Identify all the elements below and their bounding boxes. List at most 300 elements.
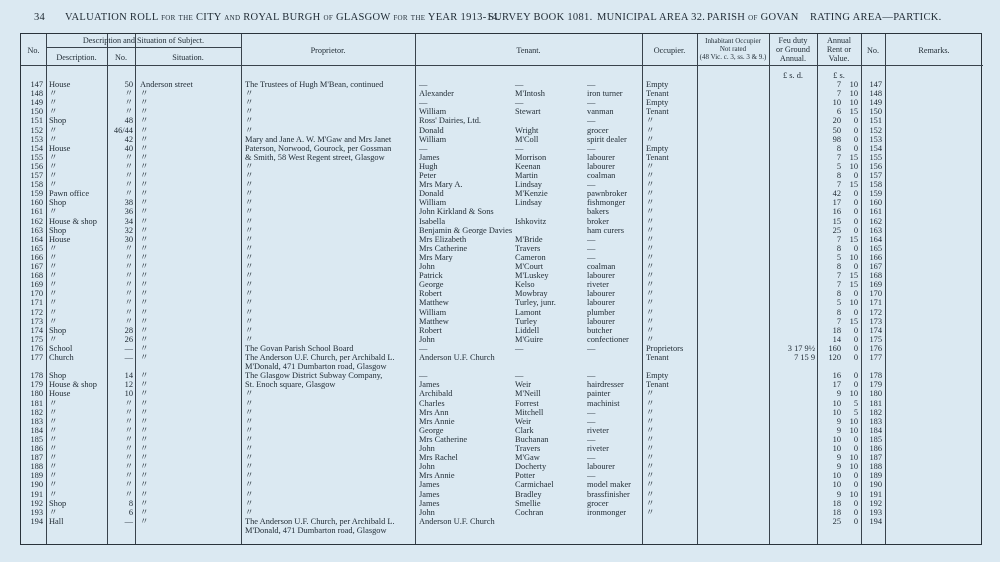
row-proprietor: 〃 (245, 289, 254, 299)
row-description: 〃 (49, 489, 58, 499)
row-tenant-first: Matthew (419, 316, 449, 326)
row-occupier: 〃 (646, 125, 655, 135)
row-occupier: Tenant (646, 89, 669, 99)
row-proprietor: The Glasgow District Subway Company, (245, 371, 383, 381)
row-proprietor: 〃 (245, 325, 254, 335)
row-situation: 〃 (140, 125, 149, 135)
row-tenant-first: Mrs Ann (419, 407, 449, 417)
row-tenant-last: Martin (515, 171, 538, 180)
row-description: Shop (49, 498, 67, 508)
row-number: 26 (124, 334, 133, 344)
row-tenant-occupation: coalman (587, 171, 616, 180)
row-no: 187 (30, 453, 43, 463)
row-rent-pounds: 10 (832, 480, 841, 490)
row-no: 148 (30, 89, 43, 99)
row-proprietor: 〃 (245, 453, 254, 463)
row-rent-pounds: 16 (832, 371, 841, 381)
row-rent-shillings: 10 (849, 80, 858, 89)
row-proprietor: 〃 (245, 171, 254, 180)
row-no-repeat: 159 (869, 189, 882, 199)
row-rent-shillings: 0 (853, 507, 858, 517)
row-number: — (124, 516, 133, 526)
row-tenant-occupation: — (587, 407, 596, 417)
row-tenant-last: M'Kenzie (515, 189, 548, 199)
row-description: 〃 (49, 307, 58, 317)
row-rent-pounds: 9 (836, 425, 841, 435)
row-number: 〃 (124, 271, 133, 281)
row-rent-pounds: 10 (832, 98, 841, 108)
row-situation: 〃 (140, 480, 149, 490)
row-tenant-first: — (419, 98, 428, 108)
row-situation: 〃 (140, 434, 149, 444)
row-tenant-first: Isabella (419, 216, 446, 226)
row-proprietor: 〃 (245, 243, 254, 253)
row-no: 163 (30, 225, 43, 235)
row-description: 〃 (49, 462, 58, 472)
row-description: House (49, 389, 71, 399)
row-occupier: Empty (646, 371, 669, 381)
row-no: 161 (30, 207, 43, 217)
row-description: 〃 (49, 134, 58, 144)
row-no: 188 (30, 462, 43, 472)
row-tenant-occupation: labourer (587, 462, 615, 472)
row-tenant-last: M'Gaw (515, 453, 540, 463)
row-rent-pounds: 50 (832, 125, 841, 135)
row-rent-pounds: 25 (832, 516, 841, 526)
row-no: 168 (30, 271, 43, 281)
row-no-repeat: 189 (869, 471, 882, 481)
row-situation: 〃 (140, 252, 149, 262)
row-no-repeat: 174 (869, 325, 882, 335)
row-tenant-first: Mrs Rachel (419, 453, 458, 463)
row-rent-shillings: 0 (853, 198, 858, 208)
row-tenant-last: Lindsay (515, 180, 542, 190)
row-occupier: Proprietors (646, 343, 684, 353)
row-occupier: 〃 (646, 498, 655, 508)
row-description: 〃 (49, 152, 58, 162)
row-number: 8 (128, 498, 133, 508)
row-no-repeat: 164 (869, 234, 882, 244)
row-proprietor: The Anderson U.F. Church, per Archibald L. (245, 516, 395, 526)
row-occupier: 〃 (646, 407, 655, 417)
row-no-repeat: 150 (869, 107, 882, 117)
row-tenant-occupation: fishmonger (587, 198, 626, 208)
row-situation: 〃 (140, 334, 149, 344)
col-feu-duty: Feu duty or Ground Annual. (776, 36, 810, 64)
row-situation: 〃 (140, 152, 149, 162)
row-occupier: Tenant (646, 380, 669, 390)
row-number: 〃 (124, 262, 133, 271)
row-situation: 〃 (140, 498, 149, 508)
row-rent-shillings: 0 (853, 207, 858, 217)
row-number: 〃 (124, 171, 133, 180)
row-tenant-first: Donald (419, 125, 444, 135)
row-proprietor: 〃 (245, 271, 254, 281)
row-proprietor: 〃 (245, 189, 254, 199)
row-no: 151 (30, 116, 43, 126)
row-tenant-occupation: — (587, 453, 596, 463)
row-no: 149 (30, 98, 43, 108)
row-proprietor: 〃 (245, 262, 254, 271)
row-tenant-last: M'Intosh (515, 89, 545, 99)
row-tenant-last: — (515, 98, 524, 108)
row-number: 46/44 (113, 125, 133, 135)
row-description: Shop (49, 371, 67, 381)
row-situation: 〃 (140, 262, 149, 271)
row-no-repeat: 153 (869, 134, 882, 144)
row-tenant-occupation: machinist (587, 398, 620, 408)
row-rent-pounds: 7 (836, 152, 841, 162)
row-no: 164 (30, 234, 43, 244)
row-no: 174 (30, 325, 43, 335)
row-tenant-first: John (419, 334, 435, 344)
row-description: House & shop (49, 216, 97, 226)
row-rent-pounds: 9 (836, 389, 841, 399)
row-number: 〃 (124, 252, 133, 262)
row-rent-shillings: 0 (853, 171, 858, 180)
row-tenant-occupation: hairdresser (587, 380, 624, 390)
row-situation: 〃 (140, 234, 149, 244)
row-proprietor: 〃 (245, 107, 254, 117)
row-rent-shillings: 0 (853, 353, 858, 362)
row-rent-pounds: 16 (832, 207, 841, 217)
row-rent-pounds: 7 (836, 234, 841, 244)
row-tenant-occupation: — (587, 234, 596, 244)
row-no-repeat: 148 (869, 89, 882, 99)
row-no: 165 (30, 243, 43, 253)
row-situation: 〃 (140, 116, 149, 126)
row-rent-pounds: 42 (832, 189, 841, 199)
row-rent-shillings: 0 (853, 307, 858, 317)
row-tenant-last: — (515, 80, 524, 89)
row-no: 152 (30, 125, 43, 135)
row-rent-shillings: 10 (849, 298, 858, 308)
row-tenant-last: Turley, junr. (515, 298, 556, 308)
row-number: 48 (124, 116, 133, 126)
row-number: 〃 (124, 425, 133, 435)
row-proprietor: 〃 (245, 225, 254, 235)
row-proprietor: 〃 (245, 89, 254, 99)
row-rent-shillings: 15 (849, 180, 858, 190)
row-proprietor: 〃 (245, 280, 254, 290)
row-number: 〃 (124, 152, 133, 162)
row-description: House (49, 80, 71, 89)
row-number: 10 (124, 389, 133, 399)
col-remarks: Remarks. (918, 46, 950, 55)
row-proprietor: 〃 (245, 298, 254, 308)
row-number: 〃 (124, 407, 133, 417)
row-situation: 〃 (140, 471, 149, 481)
row-rent-pounds: 7 (836, 316, 841, 326)
row-tenant-occupation: — (587, 416, 596, 426)
row-situation: 〃 (140, 280, 149, 290)
row-tenant-occupation: labourer (587, 298, 615, 308)
row-tenant-last: Carmichael (515, 480, 554, 490)
row-situation: 〃 (140, 343, 149, 353)
row-rent-pounds: 5 (836, 252, 841, 262)
row-tenant-last: Wright (515, 125, 539, 135)
row-rent-pounds: 25 (832, 225, 841, 235)
row-number: 14 (124, 371, 133, 381)
row-number: 30 (124, 234, 133, 244)
row-tenant-occupation: — (587, 116, 596, 126)
row-occupier: 〃 (646, 398, 655, 408)
row-rent-pounds: 18 (832, 325, 841, 335)
row-no-repeat: 149 (869, 98, 882, 108)
row-no: 183 (30, 416, 43, 426)
row-feu-duty: 3 17 9½ (787, 343, 815, 353)
page-number: 34 (34, 12, 46, 23)
row-tenant-occupation: — (587, 471, 596, 481)
row-description: 〃 (49, 89, 58, 99)
row-number: 28 (124, 325, 133, 335)
row-situation: 〃 (140, 389, 149, 399)
rent-units: £ s. (833, 71, 845, 80)
row-occupier: 〃 (646, 243, 655, 253)
row-situation: 〃 (140, 198, 149, 208)
row-description: School (49, 343, 73, 353)
row-description: Shop (49, 116, 67, 126)
row-rent-pounds: 10 (832, 407, 841, 417)
row-tenant-first: Peter (419, 171, 437, 180)
row-tenant-last: Cochran (515, 507, 544, 517)
row-number: 〃 (124, 444, 133, 453)
row-rent-pounds: 7 (836, 180, 841, 190)
row-occupier: 〃 (646, 207, 655, 217)
row-no-repeat: 194 (869, 516, 882, 526)
row-number: 〃 (124, 480, 133, 490)
row-situation: 〃 (140, 243, 149, 253)
row-no-repeat: 184 (869, 425, 882, 435)
col-tenant: Tenant. (516, 46, 541, 55)
row-occupier: 〃 (646, 316, 655, 326)
row-tenant-occupation: coalman (587, 262, 616, 271)
row-number: 6 (128, 507, 133, 517)
row-no-repeat: 157 (869, 171, 882, 180)
row-no-repeat: 165 (869, 243, 882, 253)
col-annual-rent: Annual Rent or Value. (826, 36, 852, 64)
row-no: 157 (30, 171, 43, 180)
survey-book: SURVEY BOOK 1081. (488, 12, 593, 23)
row-situation: 〃 (140, 298, 149, 308)
col-no: No. (27, 46, 40, 55)
row-no: 175 (30, 334, 43, 344)
row-tenant-occupation: grocer (587, 498, 609, 508)
row-tenant-last: Liddell (515, 325, 540, 335)
row-proprietor: 〃 (245, 389, 254, 399)
row-no: 178 (30, 371, 43, 381)
row-proprietor: 〃 (245, 462, 254, 472)
row-tenant-first: Mrs Mary (419, 252, 453, 262)
row-description: Church (49, 353, 74, 362)
row-tenant-last: Clark (515, 425, 534, 435)
row-no-repeat: 155 (869, 152, 882, 162)
row-rent-shillings: 0 (853, 289, 858, 299)
row-occupier: 〃 (646, 234, 655, 244)
row-tenant-first: Robert (419, 289, 442, 299)
row-no-repeat: 177 (869, 353, 882, 362)
row-no-repeat: 178 (869, 371, 882, 381)
row-number: 〃 (124, 416, 133, 426)
row-situation: 〃 (140, 134, 149, 144)
row-occupier: 〃 (646, 180, 655, 190)
row-tenant-occupation: spirit dealer (587, 134, 627, 144)
row-number: 38 (124, 198, 133, 208)
col-inhabitant: Inhabitant Occupier Not rated (48 Vic. c. 3, ss. 3 & 9.) (699, 37, 767, 61)
row-no: 147 (30, 80, 43, 89)
row-situation: 〃 (140, 316, 149, 326)
row-description: Pawn office (49, 189, 90, 199)
row-number: 〃 (124, 189, 133, 199)
row-tenant-last: Docherty (515, 462, 547, 472)
row-rent-shillings: 0 (853, 343, 858, 353)
page-header (0, 0, 1000, 28)
row-tenant-occupation: — (587, 252, 596, 262)
row-tenant-last: — (515, 143, 524, 153)
row-number: 〃 (124, 298, 133, 308)
row-no-repeat: 163 (869, 225, 882, 235)
row-occupier: 〃 (646, 298, 655, 308)
row-no-repeat: 182 (869, 407, 882, 417)
row-no: 173 (30, 316, 43, 326)
row-occupier: 〃 (646, 134, 655, 144)
row-proprietor: 〃 (245, 307, 254, 317)
row-no-repeat: 168 (869, 271, 882, 281)
row-situation: 〃 (140, 380, 149, 390)
row-tenant-last: Travers (515, 243, 541, 253)
row-tenant-occupation: — (587, 243, 596, 253)
row-tenant-last: Lamont (515, 307, 542, 317)
row-no: 180 (30, 389, 43, 399)
row-no: 176 (30, 343, 43, 353)
row-proprietor: 〃 (245, 507, 254, 517)
row-description: 〃 (49, 507, 58, 517)
row-description: 〃 (49, 453, 58, 463)
row-rent-shillings: 15 (849, 280, 858, 290)
row-number: 〃 (124, 398, 133, 408)
row-occupier: Tenant (646, 353, 669, 362)
row-rent-shillings: 15 (849, 152, 858, 162)
row-no: 158 (30, 180, 43, 190)
row-tenant-occupation: broker (587, 216, 609, 226)
row-rent-shillings: 0 (853, 189, 858, 199)
row-rent-shillings: 10 (849, 453, 858, 463)
row-tenant-occupation: — (587, 143, 596, 153)
row-tenant-last: M'Bride (515, 234, 543, 244)
row-tenant-first: John (419, 262, 435, 271)
row-tenant-occupation: model maker (587, 480, 631, 490)
row-description: 〃 (49, 171, 58, 180)
row-tenant-occupation: ham curers (587, 225, 624, 235)
row-tenant-last: Turley (515, 316, 538, 326)
row-no-repeat: 176 (869, 343, 882, 353)
row-tenant-first: Benjamin & George Davies (419, 225, 513, 235)
row-tenant-first: Mrs Annie (419, 471, 455, 481)
col-situation: Situation. (172, 53, 204, 62)
row-number: 〃 (124, 243, 133, 253)
row-no: 150 (30, 107, 43, 117)
row-description: Hall (49, 516, 64, 526)
row-rent-shillings: 10 (849, 416, 858, 426)
row-rent-shillings: 0 (853, 262, 858, 271)
row-situation: 〃 (140, 507, 149, 517)
row-tenant-last: Weir (515, 380, 532, 390)
row-description: 〃 (49, 471, 58, 481)
row-rent-pounds: 14 (832, 334, 841, 344)
row-tenant-first: Matthew (419, 298, 449, 308)
row-tenant-occupation: iron turner (587, 89, 623, 99)
row-occupier: 〃 (646, 325, 655, 335)
row-no-repeat: 151 (869, 116, 882, 126)
feu-units: £ s. d. (782, 71, 803, 80)
row-occupier: 〃 (646, 252, 655, 262)
row-rent-shillings: 0 (853, 444, 858, 453)
row-no-repeat: 170 (869, 289, 882, 299)
row-situation: 〃 (140, 107, 149, 117)
row-proprietor: 〃 (245, 444, 254, 453)
row-tenant-occupation: butcher (587, 325, 613, 335)
row-rent-shillings: 15 (849, 107, 858, 117)
row-proprietor: 〃 (245, 207, 254, 217)
row-proprietor: M'Donald, 471 Dumbarton road, Glasgow (245, 525, 387, 535)
row-proprietor: 〃 (245, 416, 254, 426)
row-situation: 〃 (140, 216, 149, 226)
row-rent-pounds: 98 (832, 134, 841, 144)
row-proprietor: 〃 (245, 434, 254, 444)
row-occupier: 〃 (646, 489, 655, 499)
row-tenant-first: William (419, 134, 447, 144)
row-number: 〃 (124, 471, 133, 481)
row-rent-pounds: 7 (836, 89, 841, 99)
row-tenant-occupation: labourer (587, 161, 615, 171)
row-tenant-first: — (419, 143, 428, 153)
row-occupier: Empty (646, 143, 669, 153)
row-tenant-occupation: riveter (587, 425, 609, 435)
row-no-repeat: 179 (869, 380, 882, 390)
row-proprietor: 〃 (245, 252, 254, 262)
row-tenant-first: Mrs Mary A. (419, 180, 463, 190)
row-description: 〃 (49, 161, 58, 171)
col-description: Description. (56, 53, 97, 62)
row-occupier: 〃 (646, 416, 655, 426)
col-proprietor: Proprietor. (310, 46, 346, 55)
row-proprietor: 〃 (245, 116, 254, 126)
row-tenant-occupation: labourer (587, 152, 615, 162)
row-tenant-first: John (419, 507, 435, 517)
row-situation: 〃 (140, 189, 149, 199)
row-description: 〃 (49, 207, 58, 217)
row-no: 184 (30, 425, 43, 435)
row-no: 170 (30, 289, 43, 299)
row-tenant-first: James (419, 380, 440, 390)
row-tenant-last: Smellie (515, 498, 541, 508)
row-rent-pounds: 8 (836, 171, 841, 180)
row-no: 156 (30, 161, 43, 171)
row-tenant-first: Mrs Annie (419, 416, 455, 426)
row-no: 194 (30, 516, 43, 526)
row-proprietor: 〃 (245, 125, 254, 135)
row-tenant-occupation: — (587, 98, 596, 108)
row-tenant-occupation: vanman (587, 107, 614, 117)
row-rent-pounds: 18 (832, 507, 841, 517)
row-situation: 〃 (140, 489, 149, 499)
row-situation: 〃 (140, 453, 149, 463)
row-situation: 〃 (140, 325, 149, 335)
row-situation: 〃 (140, 307, 149, 317)
row-proprietor: Mary and Jane A. W. M'Gaw and Mrs Janet (245, 134, 392, 144)
row-number: 〃 (124, 89, 133, 99)
row-rent-shillings: 10 (849, 161, 858, 171)
